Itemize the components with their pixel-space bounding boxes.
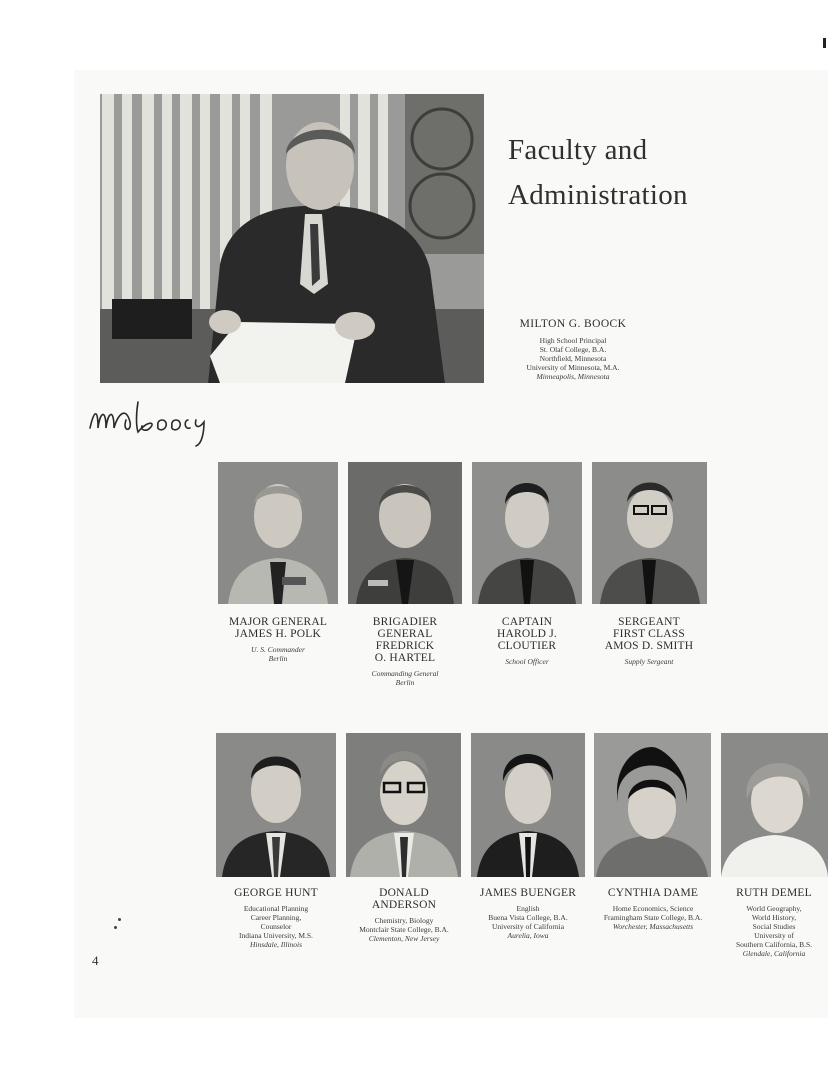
- principal-line: Northfield, Minnesota: [539, 354, 607, 363]
- person-detail: Indiana University, M.S.: [239, 931, 313, 940]
- person-name-line: BRIGADIER: [372, 616, 438, 628]
- person-detail: Social Studies: [752, 922, 796, 931]
- person-detail: School Officer: [505, 657, 549, 666]
- portrait-hunt: [216, 733, 336, 877]
- person-detail: Educational Planning: [243, 904, 309, 913]
- person-name-line: JAMES H. POLK: [235, 628, 321, 640]
- scan-edge-mark: [823, 38, 826, 48]
- person-detail: Berlin: [268, 654, 288, 663]
- person-detail: Chemistry, Biology: [374, 916, 434, 925]
- person-detail: U. S. Commander: [251, 645, 305, 654]
- principal-line: St. Olaf College, B.A.: [539, 345, 607, 354]
- title-line-1: Faculty and: [508, 134, 648, 166]
- person-name-line: JAMES BUENGER: [479, 887, 577, 899]
- person-name-line: ANDERSON: [371, 899, 437, 911]
- person-detail: Montclair State College, B.A.: [359, 925, 449, 934]
- caption-dame: [588, 887, 718, 931]
- scan-speck: [114, 926, 117, 929]
- portrait-demel: [721, 733, 828, 877]
- caption-demel: [722, 887, 826, 958]
- portrait-polk: [218, 462, 338, 604]
- principal-signature: [86, 392, 236, 448]
- person-name-line: DONALD: [379, 887, 429, 899]
- portrait-anderson: [346, 733, 461, 877]
- person-hometown: Aurelia, Iowa: [507, 931, 549, 940]
- principal-photo: [100, 94, 484, 383]
- principal-name: MILTON G. BOOCK: [519, 318, 627, 330]
- principal-line: University of Minnesota, M.A.: [526, 363, 620, 372]
- caption-polk: [208, 616, 348, 663]
- caption-smith: [584, 616, 714, 666]
- person-detail: Buena Vista College, B.A.: [488, 913, 568, 922]
- person-name-line: SERGEANT: [618, 616, 680, 628]
- person-detail: Career Planning,: [250, 913, 302, 922]
- person-name-line: CYNTHIA DAME: [607, 887, 699, 899]
- caption-hartel: [345, 616, 465, 687]
- principal-line: High School Principal: [539, 336, 607, 345]
- person-detail: Home Economics, Science: [612, 904, 694, 913]
- page-title: [508, 128, 808, 218]
- person-detail: Southern California, B.S.: [735, 940, 813, 949]
- caption-cloutier: [467, 616, 587, 666]
- title-line-2: Administration: [508, 179, 688, 211]
- person-detail: World History,: [751, 913, 797, 922]
- person-detail: English: [516, 904, 540, 913]
- person-name-line: GEORGE HUNT: [234, 887, 318, 899]
- person-name-line: FIRST CLASS: [613, 628, 685, 640]
- portrait-dame: [594, 733, 711, 877]
- person-detail: World Geography,: [746, 904, 802, 913]
- person-name-line: RUTH DEMEL: [736, 887, 812, 899]
- person-name-line: CAPTAIN: [501, 616, 553, 628]
- principal-hometown: Minneapolis, Minnesota: [536, 372, 610, 381]
- person-name-line: MAJOR GENERAL: [228, 616, 328, 628]
- person-detail: University of California: [491, 922, 565, 931]
- person-hometown: Clementon, New Jersey: [368, 934, 440, 943]
- person-detail: Supply Sergeant: [624, 657, 674, 666]
- person-hometown: Worchester, Massachusetts: [612, 922, 694, 931]
- person-name-line: CLOUTIER: [497, 640, 557, 652]
- person-detail: Commanding General: [371, 669, 439, 678]
- portrait-cloutier: [472, 462, 582, 604]
- portrait-buenger: [471, 733, 585, 877]
- portrait-hartel: [348, 462, 462, 604]
- person-detail: Counselor: [260, 922, 292, 931]
- caption-buenger: [466, 887, 590, 940]
- portrait-smith: [592, 462, 707, 604]
- person-name-line: GENERAL: [377, 628, 433, 640]
- person-name-line: FREDRICK: [375, 640, 435, 652]
- scan-speck: [118, 918, 121, 921]
- page-number: 4: [92, 953, 99, 968]
- caption-hunt: [204, 887, 348, 949]
- person-name-line: AMOS D. SMITH: [604, 640, 694, 652]
- person-hometown: Glendale, California: [742, 949, 806, 958]
- person-detail: University of: [754, 931, 794, 940]
- person-name-line: HAROLD J.: [497, 628, 557, 640]
- principal-caption: [498, 318, 648, 381]
- person-detail: Framingham State College, B.A.: [603, 913, 703, 922]
- person-detail: Berlin: [395, 678, 415, 687]
- person-name-line: O. HARTEL: [374, 652, 436, 664]
- person-hometown: Hinsdale, Illinois: [249, 940, 303, 949]
- caption-anderson: [340, 887, 468, 943]
